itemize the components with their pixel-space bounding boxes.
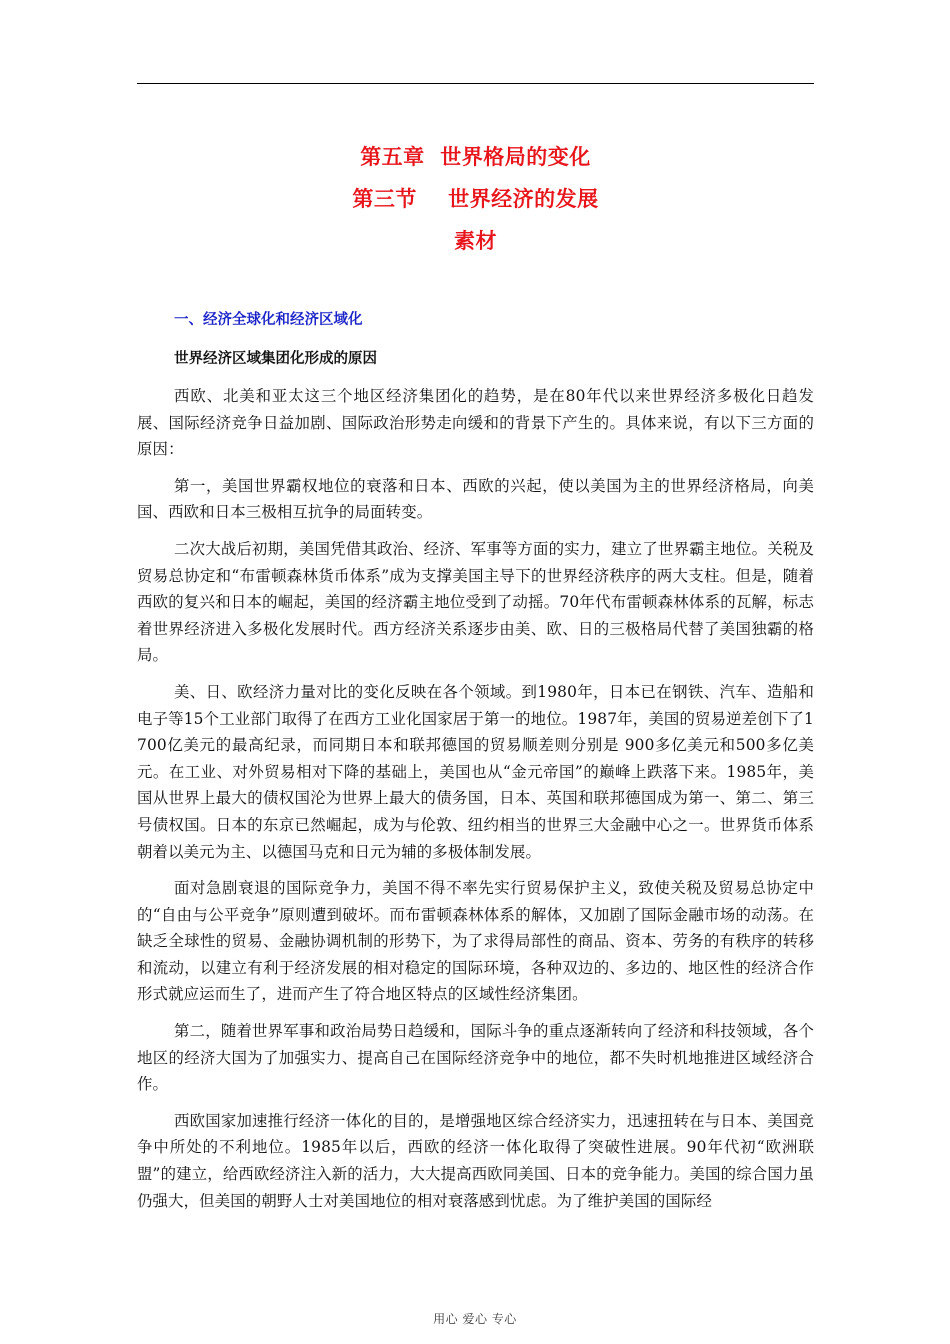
title-block (137, 136, 814, 262)
header-rule (137, 83, 814, 84)
page-footer: 用心 爱心 专心 (433, 1312, 517, 1326)
paragraph-3: 二次大战后初期，美国凭借其政治、经济、军事等方面的实力，建立了世界霸主地位。关税及贸易总协定和“布雷顿森林货币体系”成为支撑美国主导下的世界经济秩序的两大支柱。但是，随着西欧的复兴和日本的崛起，美国的经济霸主地位受到了动摇。70年代布雷顿森林体系的瓦解，标志着世界经济进入多极化发展时代。西方经济关系逐步由美、欧、日的三极格局代替了美国独霸的格局。 (137, 539, 814, 665)
paragraph-7: 西欧国家加速推行经济一体化的目的，是增强地区综合经济实力，迅速扭转在与日本、美国竞争中所处的不利地位。1985年以后，西欧的经济一体化取得了突破性进展。90年代初“欧洲联盟”的建立，给西欧经济注入新的活力，大大提高西欧同美国、日本的竞争能力。美国的综合国力虽仍强大，但美国的朝野人士对美国地位的相对衰落感到忧虑。为了维护美国的国际经 (137, 1111, 814, 1210)
section-heading: 一、经济全球化和经济区域化 (174, 312, 363, 328)
material-title: 素材 (454, 229, 497, 253)
sub-heading: 世界经济区域集团化形成的原因 (174, 351, 377, 367)
section-title: 第三节 世界经济的发展 (352, 187, 599, 211)
paragraph-5: 面对急剧衰退的国际竞争力，美国不得不率先实行贸易保护主义，致使关税及贸易总协定中的“自由与公平竞争”原则遭到破坏。而布雷顿森林体系的解体，又加剧了国际金融市场的动荡。在缺乏全球性的贸易、金融协调机制的形势下，为了求得局部性的商品、资本、劳务的有秩序的转移和流动，以建立有利于经济发展的相对稳定的国际环境，各种双边的、多边的、地区性的经济合作形式就应运而生了，进而产生了符合地区特点的区域性经济集团。 (137, 879, 814, 1004)
paragraph-6: 第二，随着世界军事和政治局势日趋缓和，国际斗争的重点逐渐转向了经济和科技领域，各个地区的经济大国为了加强实力、提高自己在国际经济竞争中的地位，都不失时机地推进区域经济合作。 (137, 1022, 814, 1094)
paragraph-4: 美、日、欧经济力量对比的变化反映在各个领域。到1980年，日本已在钢铁、汽车、造船和电子等15个工业部门取得了在西方工业化国家居于第一的地位。1987年，美国的贸易逆差创下了1 700亿美元的最高纪录，而同期日本和联邦德国的贸易顺差则分别是 900多亿美元和500多亿美元。在工业、对外贸易相对下降的基础上，美国也从“金元帝国”的巅峰上跌落下来。1985年，美国从世界上最大的债权国沦为世界上最大的债务国，日本、英国和联邦德国成为第一、第二、第三号债权国。日本的东京已然崛起，成为与伦敦、纽约相当的世界三大金融中心之一。世界货币体系朝着以美元为主、以德国马克和日元为辅的多极体制发展。 (137, 682, 814, 861)
chapter-title: 第五章 世界格局的变化 (360, 145, 591, 169)
document-body (137, 306, 814, 1214)
paragraph-1: 西欧、北美和亚太这三个地区经济集团化的趋势，是在80年代以来世界经济多极化日趋发展、国际经济竞争日益加剧、国际政治形势走向缓和的背景下产生的。具体来说，有以下三方面的原因： (137, 387, 814, 459)
paragraph-2: 第一，美国世界霸权地位的衰落和日本、西欧的兴起，使以美国为主的世界经济格局，向美国、西欧和日本三极相互抗争的局面转变。 (137, 476, 814, 522)
